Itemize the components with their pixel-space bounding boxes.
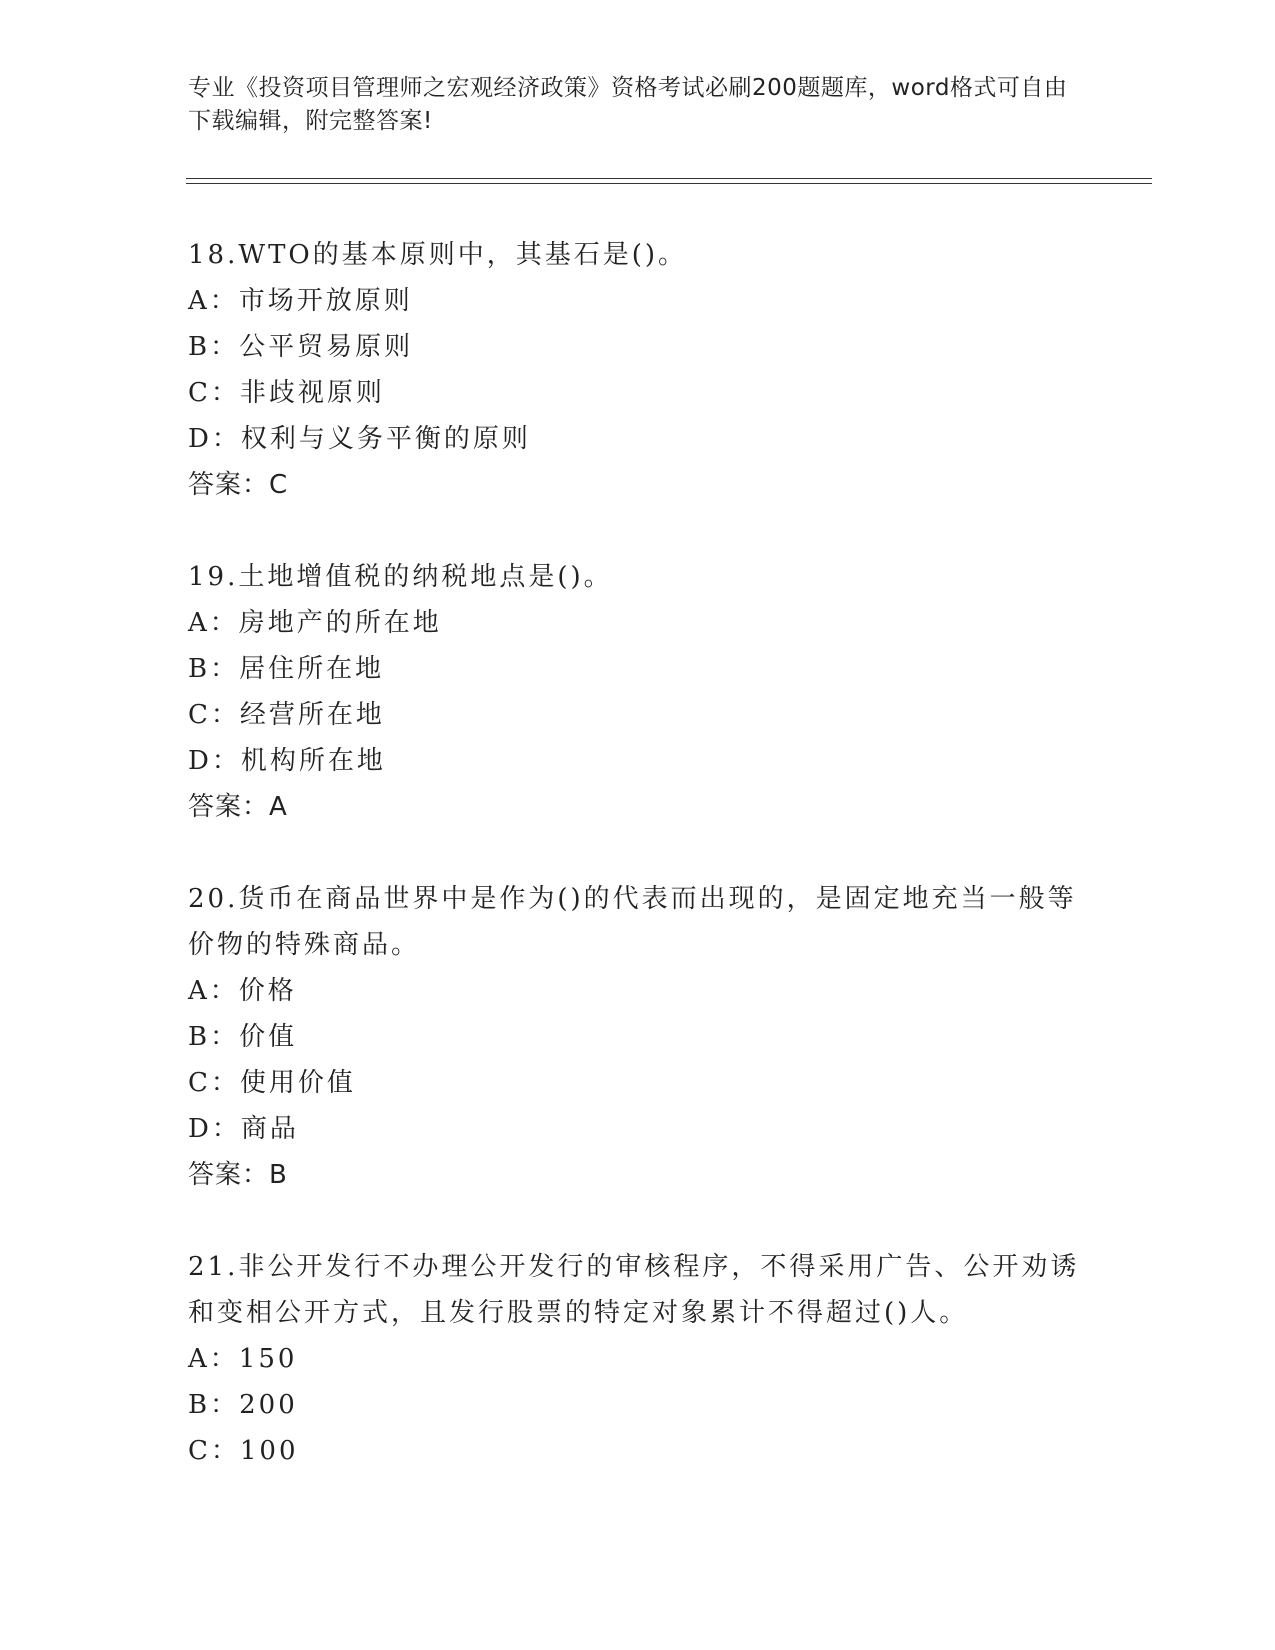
option-c: C：100 [188, 1436, 299, 1466]
answer-line: 答案：C [188, 470, 289, 500]
answer-line: 答案：B [188, 1160, 288, 1190]
question-19 [188, 554, 1088, 830]
option-a: A：房地产的所在地 [188, 608, 442, 638]
option-c: C：使用价值 [188, 1068, 356, 1098]
question-18 [188, 232, 1088, 508]
document-header: 专业《投资项目管理师之宏观经济政策》资格考试必刷200题题库，word格式可自由下载编辑，附完整答案! [188, 75, 1068, 134]
option-a: A：价格 [188, 976, 297, 1006]
option-a: A：150 [188, 1344, 298, 1374]
answer-line: 答案：A [188, 792, 288, 822]
option-d: D：商品 [188, 1114, 299, 1144]
option-d: D：机构所在地 [188, 746, 386, 776]
option-b: B：居住所在地 [188, 654, 385, 684]
question-stem: 19.土地增值税的纳税地点是()。 [188, 562, 613, 592]
option-c: C：非歧视原则 [188, 378, 385, 408]
option-b: B：200 [188, 1390, 298, 1420]
option-a: A：市场开放原则 [188, 286, 413, 316]
header-divider-top [186, 178, 1152, 179]
question-stem: 21.非公开发行不办理公开发行的审核程序，不得采用广告、公开劝诱和变相公开方式，且发行股票的特定对象累计不得超过()人。 [188, 1252, 1080, 1328]
option-b: B：公平贸易原则 [188, 332, 414, 362]
header-divider-bottom [186, 183, 1152, 184]
question-stem: 20.货币在商品世界中是作为()的代表而出现的，是固定地充当一般等价物的特殊商品。 [188, 884, 1077, 960]
question-stem: 18.WTO的基本原则中，其基石是()。 [188, 240, 688, 270]
option-d: D：权利与义务平衡的原则 [188, 424, 531, 454]
option-b: B：价值 [188, 1022, 298, 1052]
question-list [188, 232, 1088, 1520]
question-21 [188, 1244, 1088, 1474]
option-c: C：经营所在地 [188, 700, 385, 730]
question-20 [188, 876, 1088, 1198]
